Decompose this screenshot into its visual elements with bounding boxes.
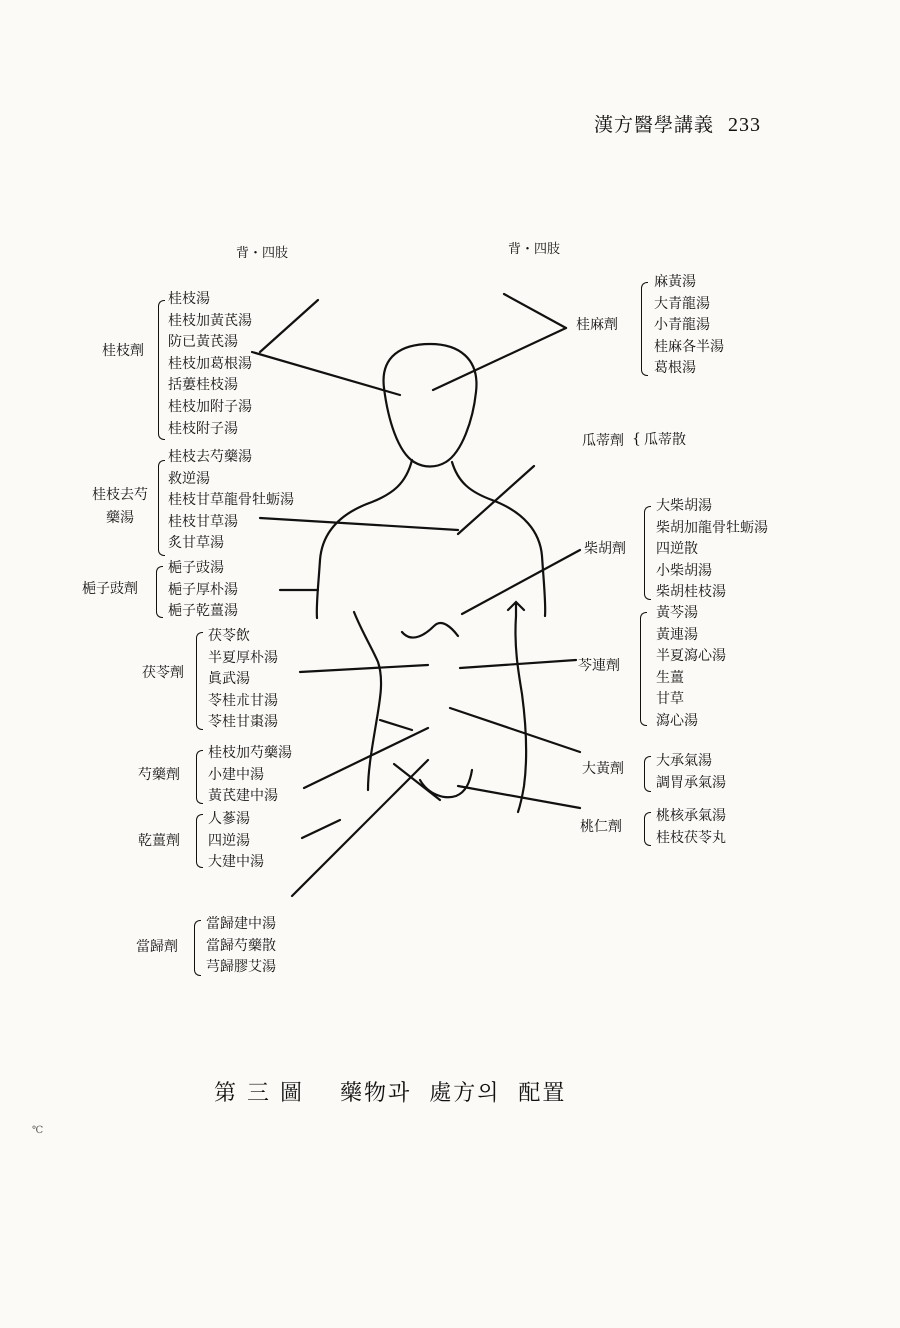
list-item: 半夏厚朴湯 <box>208 649 278 666</box>
list-item: 桂枝附子湯 <box>168 420 238 437</box>
group-keishi-items <box>168 289 252 440</box>
list-item: 桂枝茯苓丸 <box>656 829 726 846</box>
group-bukuryo-bracket <box>196 632 203 730</box>
list-item: 大柴胡湯 <box>656 498 712 514</box>
group-saiko-items <box>656 496 768 604</box>
connector-lower1 <box>380 720 412 730</box>
group-katei-items <box>644 430 686 452</box>
group-bukuryo-label: 茯苓劑 <box>142 665 184 681</box>
group-toki-bracket <box>194 920 201 976</box>
list-item: 桃核承氣湯 <box>656 808 726 824</box>
group-daio-label: 大黃劑 <box>582 761 624 777</box>
left-shoulder-arm <box>317 460 412 618</box>
list-item: 桂枝湯 <box>168 291 210 307</box>
connector-saiko-up <box>458 466 534 534</box>
list-item: 桂枝加黃芪湯 <box>168 312 252 329</box>
group-shakuyaku-items <box>208 743 292 808</box>
list-item: 柴胡加龍骨牡蛎湯 <box>656 519 768 536</box>
head-outline <box>384 344 477 467</box>
group-bukuryo-items <box>208 626 278 734</box>
abdomen-contour <box>420 770 472 797</box>
group-kushi-bracket <box>156 566 163 618</box>
connector-daio <box>450 708 580 752</box>
top-left-label: 背・四肢 <box>236 246 289 261</box>
list-item: 四逆湯 <box>208 832 250 849</box>
list-item: 桂枝加附子湯 <box>168 398 252 415</box>
connector-keima-top <box>504 294 566 328</box>
group-kinren-label: 芩連劑 <box>578 658 620 674</box>
group-kankyo-bracket <box>196 814 203 868</box>
list-item: 桂麻各半湯 <box>654 338 724 355</box>
list-item: 梔子豉湯 <box>168 560 224 576</box>
list-item: 當歸建中湯 <box>206 916 276 932</box>
list-item: 瓜蒂散 <box>644 432 686 448</box>
list-item: 苓桂甘棗湯 <box>208 714 278 731</box>
list-item: 葛根湯 <box>654 360 696 377</box>
list-item: 桂枝加葛根湯 <box>168 355 252 372</box>
group-keishikyo-label: 桂枝去芍藥湯 <box>92 487 148 526</box>
list-item: 生薑 <box>656 669 684 686</box>
page-number: 233 <box>728 114 762 136</box>
group-tonin-label: 桃仁劑 <box>580 819 622 835</box>
list-item: 小青龍湯 <box>654 317 710 334</box>
group-toki-label: 當歸劑 <box>136 939 178 955</box>
connector-kankyo <box>302 820 340 838</box>
list-item: 大青龍湯 <box>654 295 710 312</box>
list-item: 炙甘草湯 <box>168 535 224 552</box>
group-kankyo-label: 乾薑劑 <box>138 833 180 849</box>
group-keishikyo-items <box>168 447 294 555</box>
list-item: 調胃承氣湯 <box>656 774 726 791</box>
list-item: 梔子厚朴湯 <box>168 581 238 598</box>
figure-caption: 第 三 圖 藥物과 處方의 配置 <box>214 1081 567 1106</box>
list-item: 桂枝甘草龍骨牡蛎湯 <box>168 492 294 509</box>
group-katei-brace: { <box>632 431 641 447</box>
book-title: 漢方醫學講義 <box>594 114 715 136</box>
group-keima-items <box>654 272 724 380</box>
connector-toki <box>292 760 428 896</box>
group-keishikyo-bracket <box>158 460 165 556</box>
group-tonin-bracket <box>644 812 651 846</box>
group-kinren-bracket <box>640 612 647 726</box>
list-item: 麻黃湯 <box>654 274 696 290</box>
connector-keishi-top <box>260 300 318 352</box>
list-item: 黃芪建中湯 <box>208 788 278 805</box>
list-item: 黃芩湯 <box>656 605 698 621</box>
group-kankyo-items <box>208 809 264 874</box>
list-item: 小建中湯 <box>208 766 264 783</box>
list-item: 救逆湯 <box>168 470 210 487</box>
group-toki-items <box>206 914 276 979</box>
group-keima-bracket <box>641 282 648 376</box>
list-item: 芎歸膠艾湯 <box>206 959 276 976</box>
list-item: 苓桂朮甘湯 <box>208 692 278 709</box>
connector-saiko <box>462 550 580 614</box>
list-item: 柴胡桂枝湯 <box>656 584 726 601</box>
list-item: 桂枝去芍藥湯 <box>168 449 252 465</box>
list-item: 人蔘湯 <box>208 811 250 827</box>
list-item: 茯苓飲 <box>208 628 250 644</box>
group-shakuyaku-label: 芍藥劑 <box>138 767 180 783</box>
list-item: 大承氣湯 <box>656 753 712 769</box>
top-right-label: 背・四肢 <box>508 242 561 257</box>
right-torso <box>508 602 526 812</box>
connector-tonin <box>458 786 580 808</box>
group-saiko-label: 柴胡劑 <box>584 541 626 557</box>
list-item: 大建中湯 <box>208 854 264 871</box>
group-kinren-items <box>656 603 726 733</box>
list-item: 半夏瀉心湯 <box>656 648 726 665</box>
list-item: 桂枝加芍藥湯 <box>208 745 292 761</box>
group-katei-label: 瓜蒂劑 <box>582 433 624 449</box>
group-keishi-label: 桂枝劑 <box>102 343 144 359</box>
list-item: 眞武湯 <box>208 671 250 688</box>
connector-lower2 <box>394 764 440 800</box>
group-daio-items <box>656 751 726 794</box>
group-keishi-bracket <box>158 300 165 440</box>
corner-mark: ℃ <box>32 1125 44 1136</box>
group-tonin-items <box>656 806 726 849</box>
list-item: 四逆散 <box>656 541 698 558</box>
group-keima-label: 桂麻劑 <box>576 317 618 333</box>
chest-contour <box>402 623 458 637</box>
connector-keima <box>433 328 566 390</box>
list-item: 梔子乾薑湯 <box>168 603 238 620</box>
list-item: 甘草 <box>656 691 684 708</box>
list-item: 括蔞桂枝湯 <box>168 377 238 394</box>
list-item: 瀉心湯 <box>656 712 698 729</box>
list-item: 桂枝甘草湯 <box>168 513 238 530</box>
group-saiko-bracket <box>644 506 651 600</box>
connector-keishi <box>252 352 400 395</box>
group-daio-bracket <box>644 756 651 792</box>
list-item: 黃連湯 <box>656 626 698 643</box>
left-torso <box>354 612 381 790</box>
list-item: 當歸芍藥散 <box>206 937 276 954</box>
group-kushi-label: 梔子豉劑 <box>82 581 138 597</box>
list-item: 小柴胡湯 <box>656 562 712 579</box>
list-item: 防已黃芪湯 <box>168 334 238 351</box>
group-shakuyaku-bracket <box>196 750 203 804</box>
connector-bukuryo <box>300 665 428 672</box>
group-kushi-items <box>168 558 238 623</box>
